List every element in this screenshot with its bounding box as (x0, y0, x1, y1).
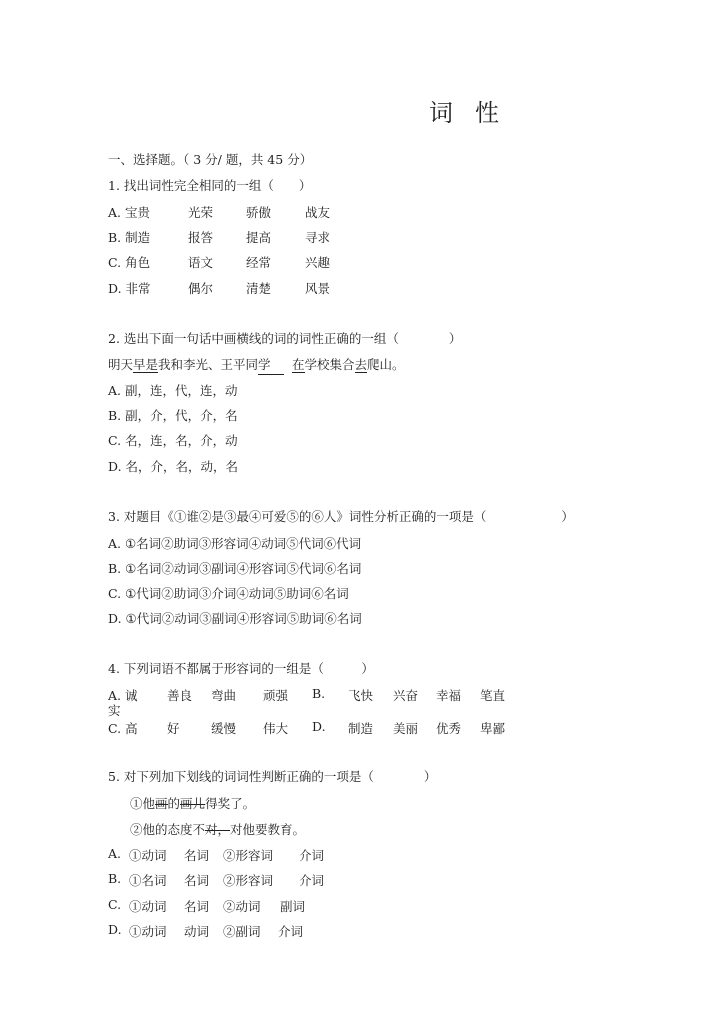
sentence-text: 我和李光、王平同 (158, 357, 259, 372)
underlined-word: 在 (292, 357, 305, 372)
q4-option-c-label: C. 高 (108, 721, 138, 736)
q3-option: A. ①名词②助词③形容词④动词⑤代词⑥代词 (108, 536, 362, 551)
q5-option-cell: 名词 (184, 848, 210, 863)
q1-option-a-word: 骄傲 (246, 205, 272, 220)
q1-option-b-word: 报答 (188, 230, 214, 245)
q4-option-word: 顽强 (263, 688, 289, 703)
q3-stem: 3. 对题目《①谁②是③最④可爱⑤的⑥人》词性分析正确的一项是（ ） (108, 509, 574, 524)
sentence-text: 爬山。 (367, 357, 405, 372)
section-heading: 一、选择题。（ 3 分/ 题，共 45 分） (108, 152, 313, 167)
q1-option-c-word: 经常 (246, 255, 272, 270)
q4-option-word: 兴奋 (393, 688, 419, 703)
q5-option-cell: ①动词 (129, 924, 167, 939)
q2-option: B. 副，介，代，介，名 (108, 408, 238, 423)
q5-option-label: B. (108, 871, 122, 886)
q4-option-word: 幸福 (436, 688, 462, 703)
q3-option: D. ①代词②动词③副词④形容词⑤助词⑥名词 (108, 611, 362, 626)
q4-option-word: 飞快 (348, 688, 374, 703)
marked-word: 画儿 (180, 796, 206, 811)
q1-option-a-label: A. 宝贵 (108, 205, 150, 220)
q5-option-cell: ②形容词 (223, 848, 274, 863)
q5-option-label: A. (108, 846, 122, 861)
q5-option-label: D. (108, 922, 122, 937)
q5-sentence-1 (130, 795, 255, 813)
q5-option-cell: 名词 (184, 873, 210, 888)
marked-word: 画 (155, 796, 168, 811)
q5-option-cell: ①名词 (129, 873, 167, 888)
q4-option-word: 卑鄙 (480, 721, 506, 736)
q4-option-word: 缓慢 (211, 721, 237, 736)
q5-option-cell: 介词 (278, 924, 304, 939)
q5-stem: 5. 对下列加下划线的词词性判断正确的一项是（ ） (108, 769, 437, 784)
sentence-text: 明天 (108, 357, 134, 372)
q5-option-label: C. (108, 897, 122, 912)
q1-stem: 1. 找出词性完全相同的一组（ ） (108, 178, 312, 193)
q1-option-a-word: 光荣 (188, 205, 214, 220)
q5-option-cell: 介词 (299, 848, 325, 863)
q4-option-word: 伟大 (263, 721, 289, 736)
q4-option-word: 笔直 (480, 688, 506, 703)
q1-option-d-word: 风景 (305, 281, 331, 296)
sentence-text: ②他的态度不 (130, 822, 206, 837)
q2-stem: 2. 选出下面一句话中画横线的词的词性正确的一组（ ） (108, 331, 462, 346)
q4-option-a-label: A. 诚 (108, 688, 138, 703)
title-char-2: 性 (475, 99, 501, 127)
sentence-text: 对他要教育。 (230, 822, 306, 837)
q4-option-word: 美丽 (393, 721, 419, 736)
sentence-text: 学校集合 (304, 357, 355, 372)
q4-option-word: 制造 (348, 721, 374, 736)
q1-option-d-word: 偶尔 (188, 281, 214, 296)
underlined-word: 去 (354, 357, 368, 372)
q5-option-cell: ①动词 (129, 848, 167, 863)
q4-option-d-label: D. (312, 719, 326, 734)
sentence-text: 的 (167, 796, 181, 811)
q4-option-word: 弯曲 (211, 688, 237, 703)
underlined-word: 学 (258, 356, 284, 375)
q1-option-b-word: 寻求 (305, 230, 331, 245)
q2-option: A. 副，连，代，连，动 (108, 383, 238, 398)
q4-wrapped-char: 实 (108, 703, 121, 718)
q2-sentence (108, 356, 405, 375)
q1-option-c-word: 兴趣 (305, 255, 331, 270)
sentence-text: 得奖了。 (205, 796, 256, 811)
page-title (429, 93, 501, 128)
q5-option-cell: 介词 (299, 873, 325, 888)
q4-option-b-label: B. (312, 686, 326, 701)
q5-option-cell: ②副词 (223, 924, 261, 939)
q2-option: D. 名，介，名，动，名 (108, 459, 239, 474)
q1-option-c-label: C. 角色 (108, 255, 151, 270)
q1-option-d-label: D. 非常 (108, 281, 151, 296)
q3-option: C. ①代词②助词③介词④动词⑤助词⑥名词 (108, 586, 349, 601)
q1-option-d-word: 清楚 (246, 281, 272, 296)
q5-option-cell: ②动词 (223, 899, 261, 914)
q5-option-cell: 副词 (280, 899, 306, 914)
q1-option-a-word: 战友 (305, 205, 331, 220)
q5-option-cell: 动词 (184, 924, 210, 939)
q4-option-word: 好 (167, 721, 180, 736)
q4-option-word: 优秀 (436, 721, 462, 736)
q2-option: C. 名，连，名，介，动 (108, 433, 238, 448)
marked-word: 对， (205, 822, 231, 837)
q1-option-b-word: 提高 (246, 230, 272, 245)
sentence-text: ①他 (130, 796, 156, 811)
q1-option-b-label: B. 制造 (108, 230, 151, 245)
q4-option-word: 善良 (167, 688, 193, 703)
q1-option-c-word: 语文 (188, 255, 214, 270)
title-char-1: 词 (429, 99, 455, 127)
q4-stem: 4. 下列词语不都属于形容词的一组是（ ） (108, 661, 374, 676)
q5-option-cell: 名词 (184, 899, 210, 914)
q3-option: B. ①名词②动词③副词④形容词⑤代词⑥名词 (108, 561, 362, 576)
q5-option-cell: ②形容词 (223, 873, 274, 888)
underlined-word: 早是 (133, 357, 159, 372)
q5-option-cell: ①动词 (129, 899, 167, 914)
q5-sentence-2 (130, 821, 305, 839)
